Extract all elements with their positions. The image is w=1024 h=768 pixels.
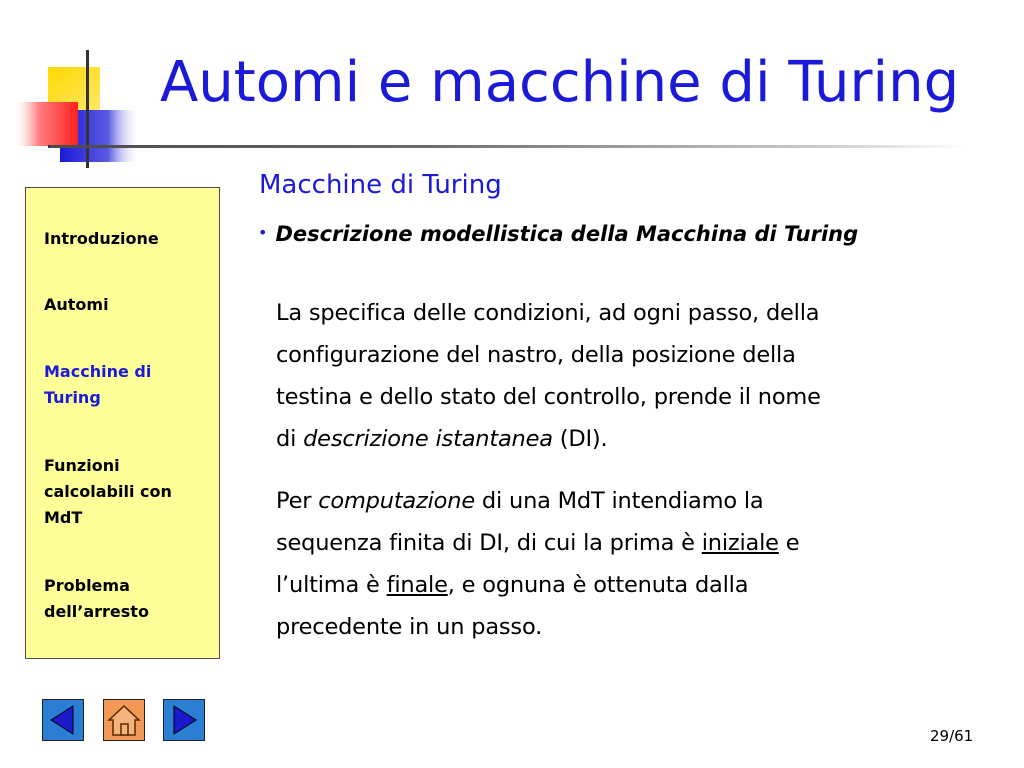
next-slide-button[interactable] [163, 699, 205, 741]
para2-line [276, 522, 976, 564]
paragraph-computazione [276, 480, 976, 648]
paragraph-descrizione-istantanea [276, 292, 976, 460]
bullet-icon: • [258, 223, 268, 242]
bullet-text: Descrizione modellistica della Macchina di Turing [275, 222, 859, 246]
text: di [276, 426, 304, 452]
text: e [778, 530, 800, 556]
para1-line: testina e dello stato del controllo, prende il nome [276, 384, 821, 410]
triangle-left-icon [43, 700, 83, 740]
sidebar-item-macchine-di-turing[interactable]: Macchine di Turing [44, 362, 152, 407]
para1-line: La specifica delle condizioni, ad ogni passo, della [276, 300, 820, 326]
para2-line: precedente in un passo. [276, 614, 543, 640]
text: sequenza finita di DI, di cui la prima è [276, 530, 702, 556]
para1-line [276, 418, 976, 460]
text: di una MdT intendiamo la [474, 488, 764, 514]
sidebar-item-problema-arresto[interactable]: Problema dell’arresto [44, 576, 149, 621]
triangle-right-icon [164, 700, 204, 740]
sidebar [25, 187, 220, 659]
term-descrizione-istantanea: descrizione istantanea [303, 426, 553, 452]
home-button[interactable] [103, 699, 145, 741]
sidebar-item-funzioni-calcolabili[interactable]: Funzioni calcolabili con MdT [44, 456, 172, 527]
title-divider [50, 145, 970, 148]
para2-line [276, 480, 976, 522]
text: (DI). [552, 426, 608, 452]
house-icon [104, 700, 144, 740]
para1-line: configurazione del nastro, della posizione della [276, 342, 796, 368]
prev-slide-button[interactable] [42, 699, 84, 741]
para2-line [276, 564, 976, 606]
text: Per [276, 488, 319, 514]
term-finale: finale [386, 572, 448, 598]
page-number: 29/61 [930, 727, 974, 745]
sidebar-item-introduzione[interactable]: Introduzione [44, 229, 159, 248]
term-computazione: computazione [318, 488, 475, 514]
bullet-item [258, 222, 858, 246]
term-iniziale: iniziale [701, 530, 779, 556]
text: , e ognuna è ottenuta dalla [447, 572, 749, 598]
sidebar-item-automi[interactable]: Automi [44, 295, 109, 314]
text: l’ultima è [276, 572, 387, 598]
section-title: Macchine di Turing [259, 170, 502, 200]
page-title: Automi e macchine di Turing [160, 50, 960, 115]
